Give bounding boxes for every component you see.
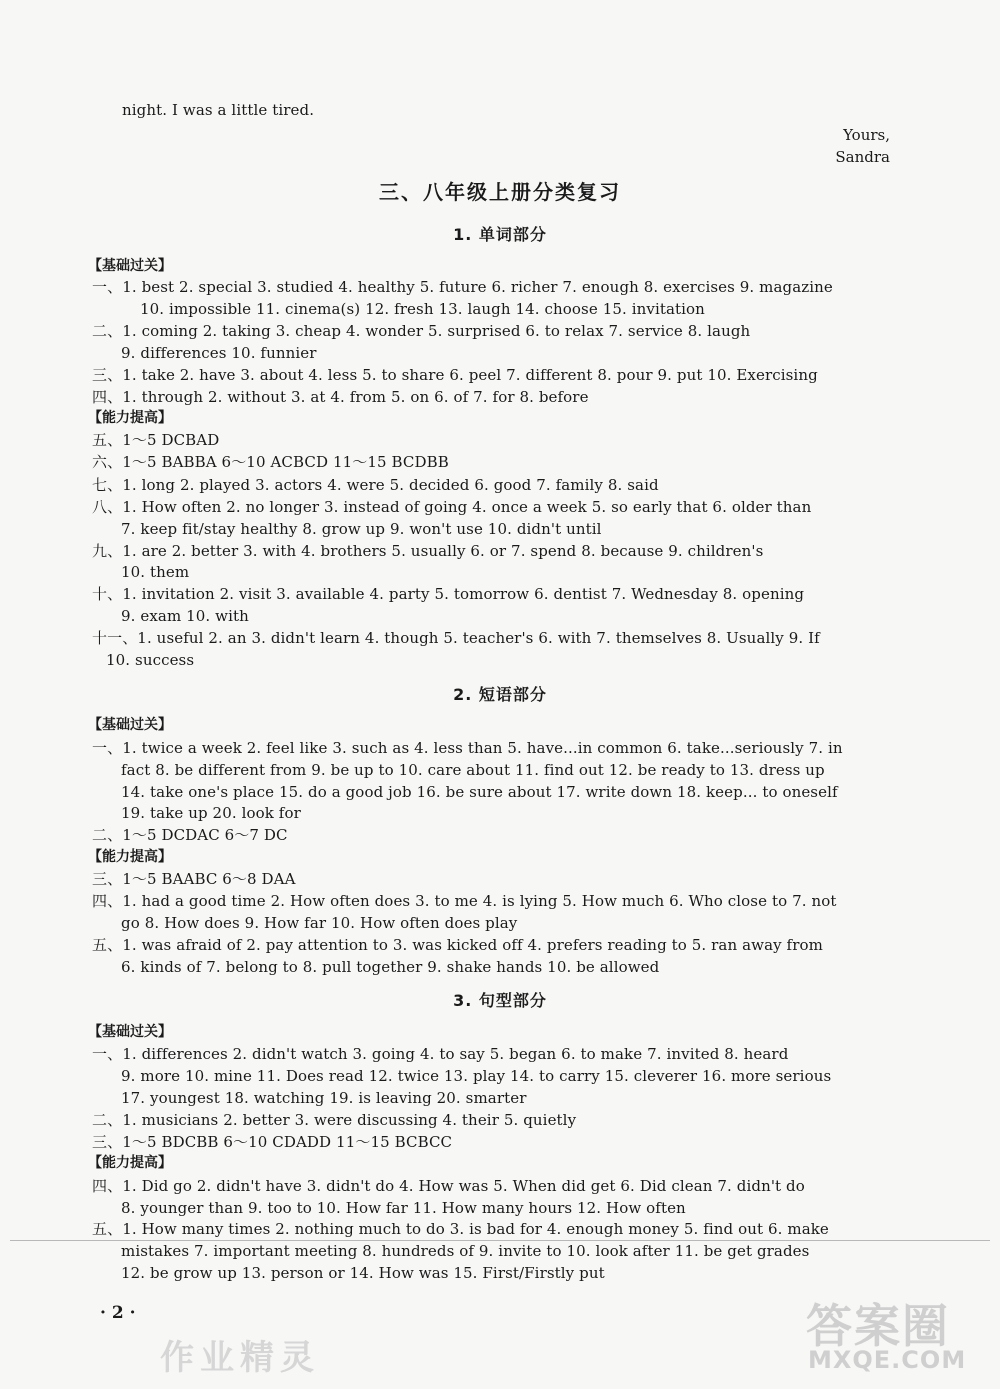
answer-line: 五、1. was afraid of 2. pay attention to 3. was kicked off 4. prefers reading to 5. ran away from [92, 936, 823, 954]
answer-line: 十、1. invitation 2. visit 3. available 4. party 5. tomorrow 6. dentist 7. Wednesday 8. opening [92, 585, 805, 603]
answer-line: 9. differences 10. funnier [121, 344, 317, 362]
answer-line: 三、1. take 2. have 3. about 4. less 5. to share 6. peel 7. different 8. pour 9. put 10. Exercising [92, 366, 818, 384]
answer-line: 9. exam 10. with [121, 607, 249, 625]
answer-line: 17. youngest 18. watching 19. is leaving 20. smarter [121, 1089, 527, 1107]
subsection-basic: 【基础过关】 [88, 717, 172, 733]
answer-line: 7. keep fit/stay healthy 8. grow up 9. won't use 10. didn't until [121, 520, 602, 538]
answer-line: fact 8. be different from 9. be up to 10. care about 11. find out 12. be ready to 13. dress up [121, 761, 825, 779]
subsection-advanced: 【能力提高】 [88, 410, 172, 426]
answer-line: 二、1～5 DCDAC 6～7 DC [92, 826, 288, 844]
answer-line: 12. be grow up 13. person or 14. How was 15. First/Firstly put [121, 1264, 605, 1282]
section-heading-sentences: 3. 句型部分 [453, 991, 547, 1010]
chapter-title: 三、八年级上册分类复习 [379, 180, 621, 204]
answer-line: 一、1. differences 2. didn't watch 3. going 4. to say 5. began 6. to make 7. invited 8. heard [92, 1045, 789, 1063]
letter-signature: Sandra [835, 148, 890, 166]
answer-line: mistakes 7. important meeting 8. hundreds of 9. invite to 10. look after 11. be get grades [121, 1242, 810, 1260]
answer-line: 8. younger than 9. too to 10. How far 11. How many hours 12. How often [121, 1199, 686, 1217]
answer-line: 十一、1. useful 2. an 3. didn't learn 4. though 5. teacher's 6. with 7. themselves 8. Usually 9. If [92, 629, 820, 647]
watermark-site: MXQE.COM [808, 1346, 967, 1374]
section-heading-phrases: 2. 短语部分 [453, 685, 547, 704]
answer-line: 六、1～5 BABBA 6～10 ACBCD 11～15 BCDBB [92, 453, 449, 471]
answer-line: 三、1～5 BAABC 6～8 DAA [92, 870, 296, 888]
answer-line: 七、1. long 2. played 3. actors 4. were 5. decided 6. good 7. family 8. said [92, 476, 659, 494]
answer-line: 19. take up 20. look for [121, 804, 301, 822]
subsection-advanced: 【能力提高】 [88, 1155, 172, 1171]
answer-line: 五、1. How many times 2. nothing much to do 3. is bad for 4. enough money 5. find out 6. make [92, 1220, 829, 1238]
answer-line: 6. kinds of 7. belong to 8. pull together 9. shake hands 10. be allowed [121, 958, 660, 976]
answer-line: 三、1～5 BDCBB 6～10 CDADD 11～15 BCBCC [92, 1133, 453, 1151]
answer-line: 10. success [106, 651, 195, 669]
answer-line: 八、1. How often 2. no longer 3. instead of going 4. once a week 5. so early that 6. older than [92, 498, 812, 516]
section-heading-words: 1. 单词部分 [453, 225, 547, 244]
answer-line: 一、1. twice a week 2. feel like 3. such as 4. less than 5. have...in common 6. take...seriously 7. in [92, 739, 843, 757]
answer-line: 九、1. are 2. better 3. with 4. brothers 5. usually 6. or 7. spend 8. because 9. children's [92, 542, 764, 560]
page-divider [10, 1240, 990, 1241]
subsection-advanced: 【能力提高】 [88, 849, 172, 865]
subsection-basic: 【基础过关】 [88, 258, 172, 274]
answer-line: 一、1. best 2. special 3. studied 4. healthy 5. future 6. richer 7. enough 8. exercises 9. magazine [92, 278, 833, 296]
page-number: · 2 · [100, 1303, 136, 1323]
watermark-bottom: 作业精灵 [160, 1338, 320, 1378]
answer-line: 四、1. had a good time 2. How often does 3. to me 4. is lying 5. How much 6. Who close to 7. not [92, 892, 837, 910]
letter-line: night. I was a little tired. [122, 101, 315, 119]
watermark-logo: 答案圈 [806, 1299, 950, 1353]
subsection-basic: 【基础过关】 [88, 1024, 172, 1040]
answer-line: go 8. How does 9. How far 10. How often does play [121, 914, 518, 932]
answer-line: 四、1. through 2. without 3. at 4. from 5. on 6. of 7. for 8. before [92, 388, 589, 406]
answer-line: 10. impossible 11. cinema(s) 12. fresh 13. laugh 14. choose 15. invitation [140, 300, 705, 318]
answer-line: 四、1. Did go 2. didn't have 3. didn't do 4. How was 5. When did get 6. Did clean 7. didn't do [92, 1177, 805, 1195]
answer-line: 二、1. coming 2. taking 3. cheap 4. wonder 5. surprised 6. to relax 7. service 8. laugh [92, 322, 751, 340]
answer-line: 二、1. musicians 2. better 3. were discussing 4. their 5. quietly [92, 1111, 577, 1129]
answer-line: 9. more 10. mine 11. Does read 12. twice 13. play 14. to carry 15. cleverer 16. more serious [121, 1067, 832, 1085]
answer-line: 14. take one's place 15. do a good job 16. be sure about 17. write down 18. keep... to oneself [121, 783, 838, 801]
answer-line: 五、1～5 DCBAD [92, 431, 220, 449]
answer-line: 10. them [121, 563, 190, 581]
letter-closing: Yours, [843, 126, 890, 144]
